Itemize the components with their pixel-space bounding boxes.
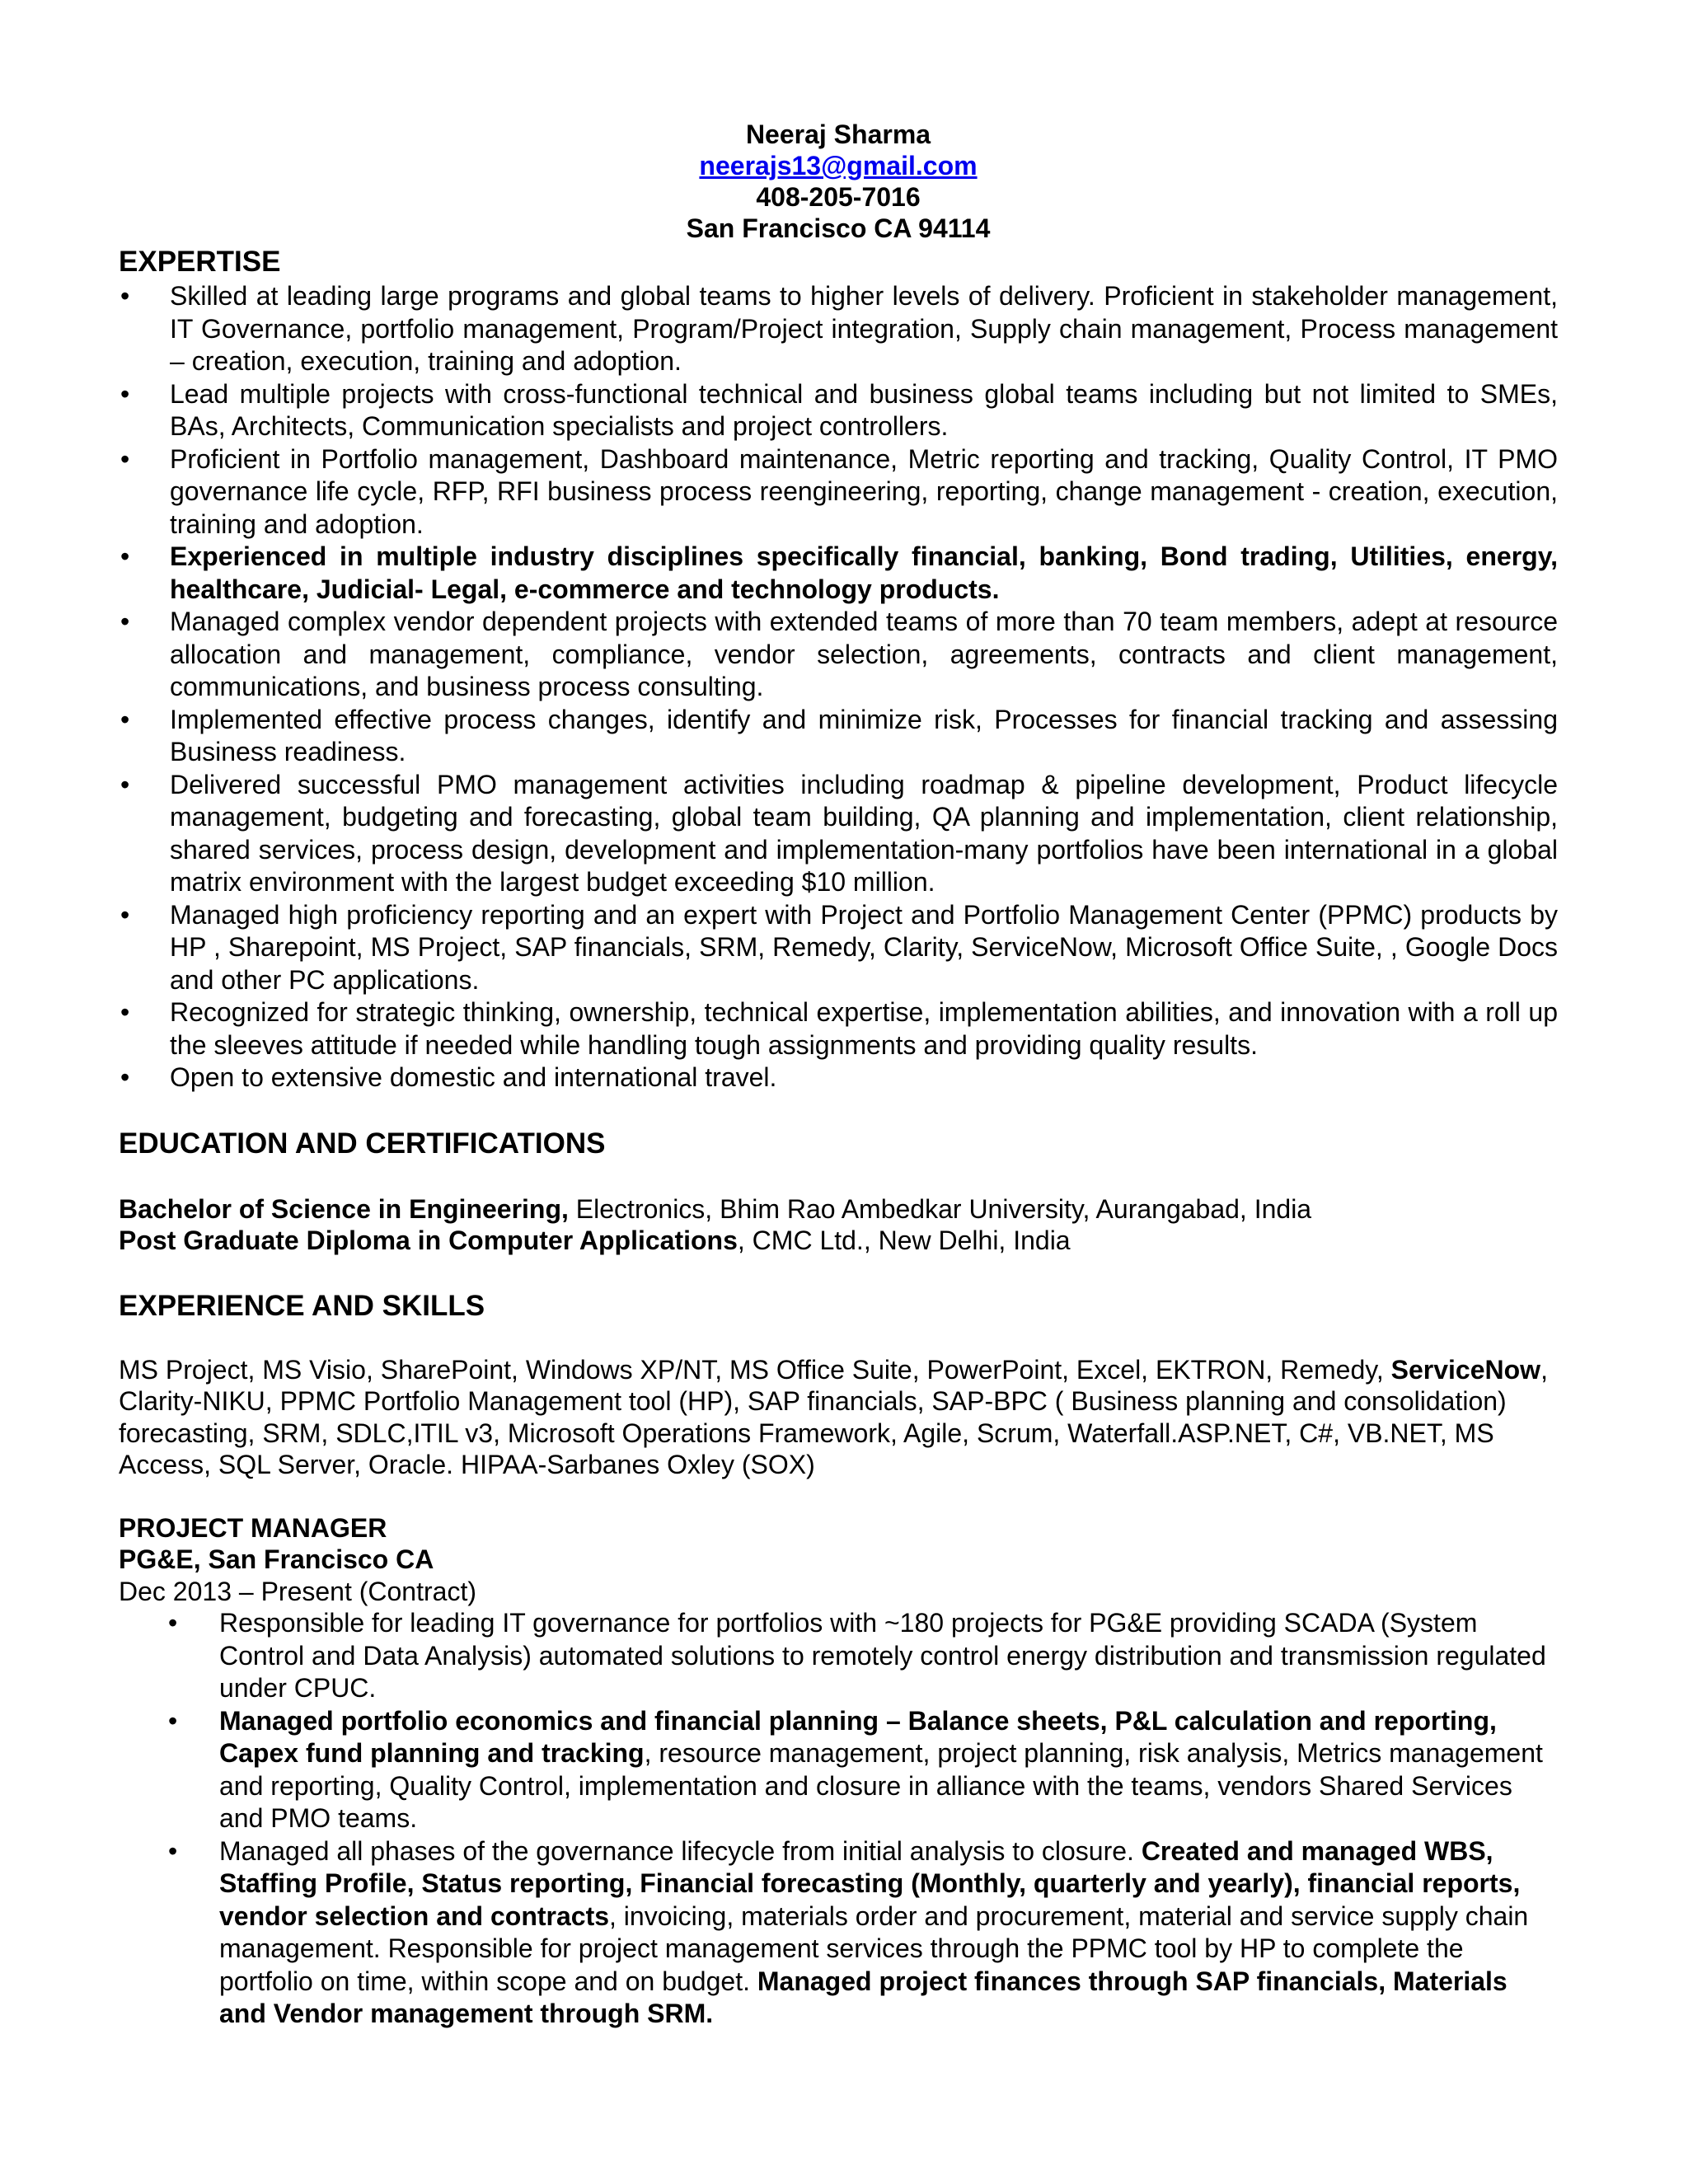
resume-page (119, 119, 1558, 2031)
email-link[interactable]: neerajs13@gmail.com (699, 151, 978, 180)
bullet-icon: • (120, 607, 130, 636)
bullet-icon: • (120, 443, 130, 474)
skills-heading: EXPERIENCE AND SKILLS (119, 1289, 485, 1322)
list-item: • Lead multiple projects with cross-functional technical and business global teams including but not limited to SMEs, BAs, Architects, Communication specialists and project controllers. (119, 378, 1558, 443)
list-item: • Responsible for leading IT governance for portfolios with ~180 projects for PG&E providing SCADA (System Control and Data Analysis) automated solutions to remotely control energy distribution and transmission regulated under CPUC. (119, 1607, 1558, 1705)
list-item: • Implemented effective process changes, identify and minimize risk, Processes for financial tracking and assessing Business readiness. (119, 704, 1558, 769)
list-item: • Managed all phases of the governance lifecycle from initial analysis to closure. Created and managed WBS, Staffing Profile, Status reporting, Financial forecasting (Monthly, quarterly and yearly), financial reports, vendor selection and contracts, invoicing, materials order and procurement, material and service supply chain management. Responsible for project management services through the PPMC tool by HP to complete the portfolio on time, within scope and on budget. Managed project finances through SAP financials, Materials and Vendor management through SRM. (119, 1835, 1558, 2031)
list-item: • Open to extensive domestic and international travel. (119, 1062, 1558, 1094)
candidate-name: Neeraj Sharma (745, 120, 931, 149)
bullet-icon: • (168, 1835, 178, 1866)
skills-paragraph: MS Project, MS Visio, SharePoint, Windows XP/NT, MS Office Suite, PowerPoint, Excel, EKTRON, Remedy, ServiceNow, Clarity-NIKU, PPMC Portfolio Management tool (HP), SAP financials, SAP-BPC ( Business planning and consolidation) forecasting, SRM, SDLC,ITIL v3, Microsoft Operations Framework, Agile, Scrum, Waterfall.ASP.NET, C#, VB.NET, MS Access, SQL Server, Oracle. HIPAA-Sarbanes Oxley (SOX) (119, 1354, 1548, 1479)
location: San Francisco CA 94114 (686, 213, 991, 243)
list-item: • Managed portfolio economics and financial planning – Balance sheets, P&L calculation and reporting, Capex fund planning and tracking, resource management, project planning, risk analysis, Metrics management and reporting, Quality Control, implementation and closure in alliance with the teams, vendors Shared Services and PMO teams. (119, 1705, 1558, 1835)
bullet-icon: • (120, 769, 130, 799)
job-title: PROJECT MANAGER (119, 1512, 387, 1543)
job-company: PG&E, San Francisco CA (119, 1544, 434, 1574)
bullet-icon: • (168, 1608, 178, 1638)
degree-line: Post Graduate Diploma in Computer Applications, CMC Ltd., New Delhi, India (119, 1226, 1071, 1255)
list-item: • Managed complex vendor dependent projects with extended teams of more than 70 team members, adept at resource allocation and management, compliance, vendor selection, agreements, contracts and client management, communications, and business process consulting. (119, 606, 1558, 704)
job-section (119, 1512, 1558, 1608)
degree-line: Bachelor of Science in Engineering, Electronics, Bhim Rao Ambedkar University, Aurangabad, India (119, 1193, 1312, 1224)
education-block (119, 1193, 1558, 1257)
expertise-heading: EXPERTISE (119, 246, 281, 278)
list-item: • Proficient in Portfolio management, Dashboard maintenance, Metric reporting and tracking, Quality Control, IT PMO governance life cycle, RFP, RFI business process reengineering, reporting, change management - creation, execution, training and adoption. (119, 443, 1558, 541)
list-item: • Managed high proficiency reporting and an expert with Project and Portfolio Management Center (PPMC) products by HP , Sharepoint, MS Project, SAP financials, SRM, Remedy, Clarity, ServiceNow, Microsoft Office Suite, , Google Docs and other PC applications. (119, 899, 1558, 997)
list-item: • Skilled at leading large programs and global teams to higher levels of delivery. Proficient in stakeholder management, IT Governance, portfolio management, Program/Project integration, Supply chain management, Process management – creation, execution, training and adoption. (119, 280, 1558, 378)
education-heading: EDUCATION AND CERTIFICATIONS (119, 1127, 606, 1160)
job-bullets (119, 1607, 1558, 2031)
list-item: • Experienced in multiple industry disciplines specifically financial, banking, Bond trading, Utilities, energy, healthcare, Judicial- Legal, e-commerce and technology products. (119, 541, 1558, 606)
job-dates: Dec 2013 – Present (Contract) (119, 1576, 476, 1606)
bullet-icon: • (120, 378, 130, 409)
bullet-icon: • (120, 541, 130, 571)
bullet-icon: • (120, 1062, 130, 1092)
list-item: • Delivered successful PMO management activities including roadmap & pipeline development, Product lifecycle management, budgeting and forecasting, global team building, QA planning and implementation, client relationship, shared services, process design, development and implementation-many portfolios have been international in a global matrix environment with the largest budget exceeding $10 million. (119, 769, 1558, 899)
list-item: • Recognized for strategic thinking, ownership, technical expertise, implementation abilities, and innovation with a roll up the sleeves attitude if needed while handling tough assignments and providing quality results. (119, 996, 1558, 1062)
bullet-icon: • (120, 704, 130, 734)
phone-number: 408-205-7016 (756, 182, 921, 212)
bullet-icon: • (120, 899, 130, 930)
resume-header (119, 119, 1558, 244)
bullet-icon: • (120, 281, 130, 311)
expertise-list (119, 280, 1558, 1094)
bullet-icon: • (168, 1705, 178, 1736)
bullet-icon: • (120, 997, 130, 1027)
